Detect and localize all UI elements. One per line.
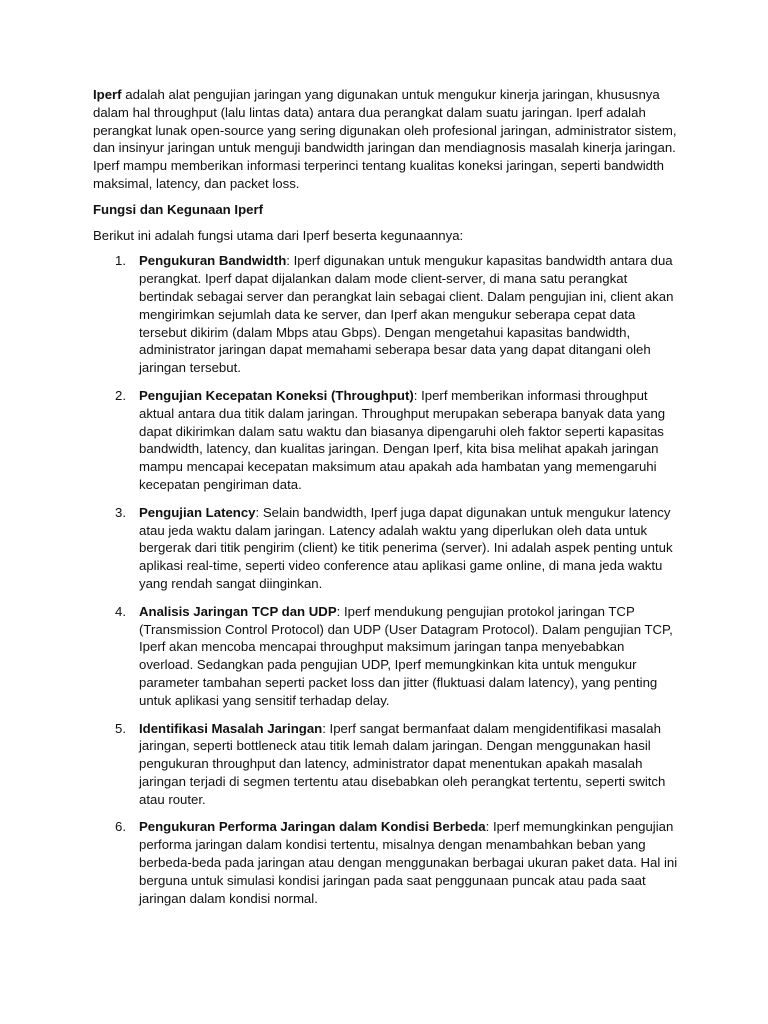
list-item [93, 252, 678, 377]
list-number: 1. [115, 253, 126, 269]
intro-paragraph [93, 86, 678, 193]
list-item [93, 387, 678, 494]
list-item [93, 720, 678, 809]
list-number: 6. [115, 819, 126, 835]
list-number: 4. [115, 603, 126, 619]
section-heading: Fungsi dan Kegunaan Iperf [93, 201, 263, 217]
list-item [93, 603, 678, 710]
section-intro: Berikut ini adalah fungsi utama dari Iperf beserta kegunaannya: [93, 227, 464, 243]
list-text: : Iperf memberikan informasi throughput aktual antara dua titik dalam jaringan. Throughput merupakan seberapa banyak data yang dapat dikirimkan dalam satu waktu dan biasanya dipengaruhi oleh faktor seperti kapasitas bandwidth, latency, dan kualitas jaringan. Dengan Iperf, kita bisa melihat apakah jaringan mampu mencapai kecepatan maksimum atau apakah ada hambatan yang memengaruhi kecepatan pengiriman data. [139, 387, 666, 492]
list-term: Pengukuran Bandwidth [139, 253, 287, 269]
intro-term: Iperf [93, 87, 122, 102]
list-term: Identifikasi Masalah Jaringan [139, 720, 323, 736]
list-number: 5. [115, 720, 126, 736]
list-number: 2. [115, 387, 126, 403]
list-term: Pengujian Kecepatan Koneksi (Throughput) [139, 387, 414, 403]
list-term: Pengukuran Performa Jaringan dalam Kondisi Berbeda [139, 819, 486, 835]
list-text: : Selain bandwidth, Iperf juga dapat digunakan untuk mengukur latency atau jeda waktu dalam jaringan. Latency adalah waktu yang diperlukan oleh data untuk bergerak dari titik pengirim (client) ke titik penerima (server). Ini adalah aspek penting untuk aplikasi real-time, seperti video conference atau aplikasi game online, di mana jeda waktu yang rendah sangat diinginkan. [139, 504, 673, 591]
list-item [93, 818, 678, 907]
list-term: Analisis Jaringan TCP dan UDP [139, 603, 337, 619]
list-text: : Iperf memungkinkan pengujian performa jaringan dalam kondisi tertentu, misalnya dengan menambahkan beban yang berbeda-beda pada jaringan atau dengan menggunakan berbagai ukuran paket data. Hal ini berguna untuk simulasi kondisi jaringan pada saat penggunaan puncak atau pada saat jaringan dalam kondisi normal. [139, 819, 678, 906]
list-term: Pengujian Latency [139, 504, 256, 520]
function-list [93, 252, 678, 907]
list-text: : Iperf sangat bermanfaat dalam mengidentifikasi masalah jaringan, seperti bottleneck atau titik lemah dalam jaringan. Dengan menggunakan hasil pengukuran throughput dan latency, administrator dapat menentukan apakah masalah jaringan terjadi di segmen tertentu atau disebabkan oleh perangkat tertentu, seperti switch atau router. [139, 720, 666, 807]
list-item [93, 504, 678, 593]
list-number: 3. [115, 504, 126, 520]
list-text: : Iperf digunakan untuk mengukur kapasitas bandwidth antara dua perangkat. Iperf dapat dijalankan dalam mode client-server, di mana satu perangkat bertindak sebagai server dan perangkat lain sebagai client. Dalam pengujian ini, client akan mengirimkan sejumlah data ke server, dan Iperf akan mengukur seberapa cepat data tersebut dikirim (dalam Mbps atau Gbps). Dengan mengetahui kapasitas bandwidth, administrator jaringan dapat memahami seberapa besar data yang dapat ditangani oleh jaringan tersebut. [139, 253, 674, 376]
list-text: : Iperf mendukung pengujian protokol jaringan TCP (Transmission Control Protocol) dan UDP (User Datagram Protocol). Dalam pengujian TCP, Iperf akan mencoba mencapai throughput maksimum jaringan tanpa menyebabkan overload. Sedangkan pada pengujian UDP, Iperf memungkinkan kita untuk mengukur parameter tambahan seperti packet loss dan jitter (fluktuasi dalam latency), yang penting untuk aplikasi yang sensitif terhadap delay. [139, 603, 673, 708]
intro-text: adalah alat pengujian jaringan yang digunakan untuk mengukur kinerja jaringan, khususnya dalam hal throughput (lalu lintas data) antara dua perangkat dalam suatu jaringan. Iperf adalah perangkat lunak open-source yang sering digunakan oleh profesional jaringan, administrator sistem, dan insinyur jaringan untuk menguji bandwidth jaringan dan mendiagnosis masalah kinerja jaringan. Iperf mampu memberikan informasi terperinci tentang kualitas koneksi jaringan, seperti bandwidth maksimal, latency, dan packet loss. [93, 87, 677, 191]
